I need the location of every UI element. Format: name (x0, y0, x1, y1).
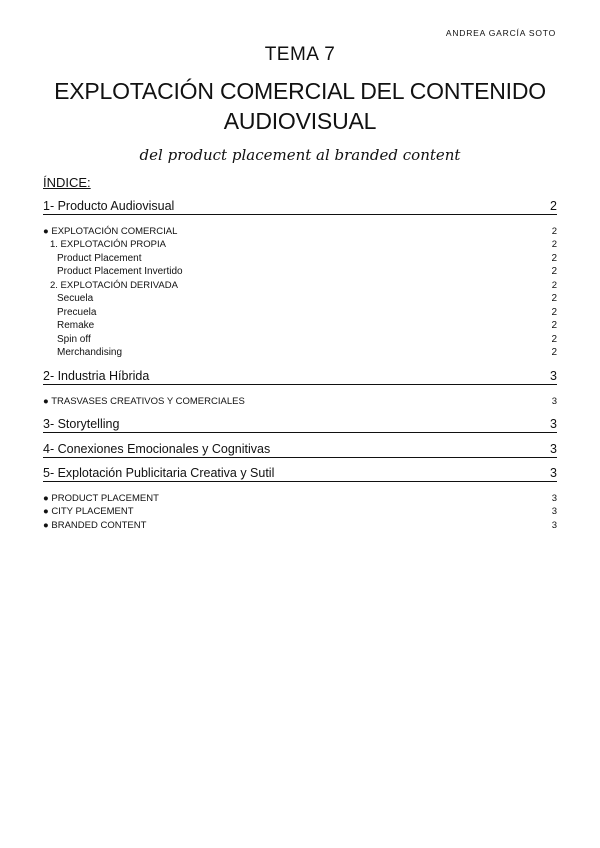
toc-page-number: 3 (550, 417, 557, 431)
author-name: ANDREA GARCÍA SOTO (445, 28, 556, 38)
toc-item-label: ● PRODUCT PLACEMENT (43, 493, 159, 504)
toc-page-number: 2 (551, 280, 557, 291)
toc-item-label: ● CITY PLACEMENT (43, 506, 134, 517)
toc-section[interactable] (43, 199, 557, 215)
toc-item[interactable] (43, 307, 557, 320)
toc-item-label: Spin off (57, 334, 91, 345)
toc-item[interactable] (43, 396, 557, 409)
toc-page-number: 3 (550, 369, 557, 383)
index-heading: ÍNDICE: (43, 175, 91, 190)
document-title (40, 76, 560, 136)
toc-page-number: 3 (550, 442, 557, 456)
document-subtitle: del product placement al branded content (139, 146, 461, 164)
toc-section[interactable] (43, 442, 557, 458)
toc-page-number: 2 (551, 307, 557, 318)
toc-page-number: 3 (551, 493, 557, 504)
toc-item[interactable] (43, 520, 557, 533)
toc-page-number: 2 (551, 293, 557, 304)
toc-section-label: 2- Industria Híbrida (43, 369, 150, 383)
toc-page-number: 2 (551, 347, 557, 358)
toc-item[interactable] (43, 266, 557, 279)
topic-number: TEMA 7 (264, 44, 336, 65)
toc-item-label: Precuela (57, 307, 97, 318)
title-line: EXPLOTACIÓN COMERCIAL DEL CONTENIDO (54, 78, 546, 104)
toc-item[interactable] (43, 280, 557, 293)
toc-item-label: ● TRASVASES CREATIVOS Y COMERCIALES (43, 396, 245, 407)
toc-item[interactable] (43, 347, 557, 360)
toc-item-label: ● EXPLOTACIÓN COMERCIAL (43, 226, 178, 237)
toc-page-number: 2 (551, 334, 557, 345)
toc-page-number: 2 (551, 266, 557, 277)
title-line: AUDIOVISUAL (223, 108, 377, 134)
toc-page-number: 3 (551, 506, 557, 517)
toc-page-number: 3 (550, 466, 557, 480)
toc-section[interactable] (43, 417, 557, 433)
toc-item-label: Product Placement (57, 253, 142, 264)
toc-section[interactable] (43, 466, 557, 482)
toc-item-label: 2. EXPLOTACIÓN DERIVADA (50, 280, 178, 291)
toc-item[interactable] (43, 320, 557, 333)
toc-section[interactable] (43, 369, 557, 385)
toc-section-label: 3- Storytelling (43, 417, 120, 431)
toc-page-number: 2 (551, 239, 557, 250)
toc-page-number: 2 (551, 320, 557, 331)
toc-item[interactable] (43, 253, 557, 266)
toc-page-number: 3 (551, 520, 557, 531)
toc-item-label: Product Placement Invertido (57, 266, 183, 277)
toc-page-number: 2 (551, 226, 557, 237)
toc-page-number: 2 (550, 199, 557, 213)
toc-section-label: 1- Producto Audiovisual (43, 199, 175, 213)
toc-section-label: 4- Conexiones Emocionales y Cognitivas (43, 442, 271, 456)
toc-item[interactable] (43, 493, 557, 506)
toc-item-label: ● BRANDED CONTENT (43, 520, 147, 531)
toc-item[interactable] (43, 293, 557, 306)
toc-item[interactable] (43, 334, 557, 347)
toc-item-label: 1. EXPLOTACIÓN PROPIA (50, 239, 166, 250)
toc-item-label: Remake (57, 320, 95, 331)
toc-item[interactable] (43, 506, 557, 519)
toc-page-number: 2 (551, 253, 557, 264)
toc-item-label: Secuela (57, 293, 94, 304)
toc-section-label: 5- Explotación Publicitaria Creativa y Sutil (43, 466, 275, 480)
toc-item[interactable] (43, 239, 557, 252)
toc-item[interactable] (43, 226, 557, 239)
toc-page-number: 3 (551, 396, 557, 407)
toc-item-label: Merchandising (57, 347, 123, 358)
